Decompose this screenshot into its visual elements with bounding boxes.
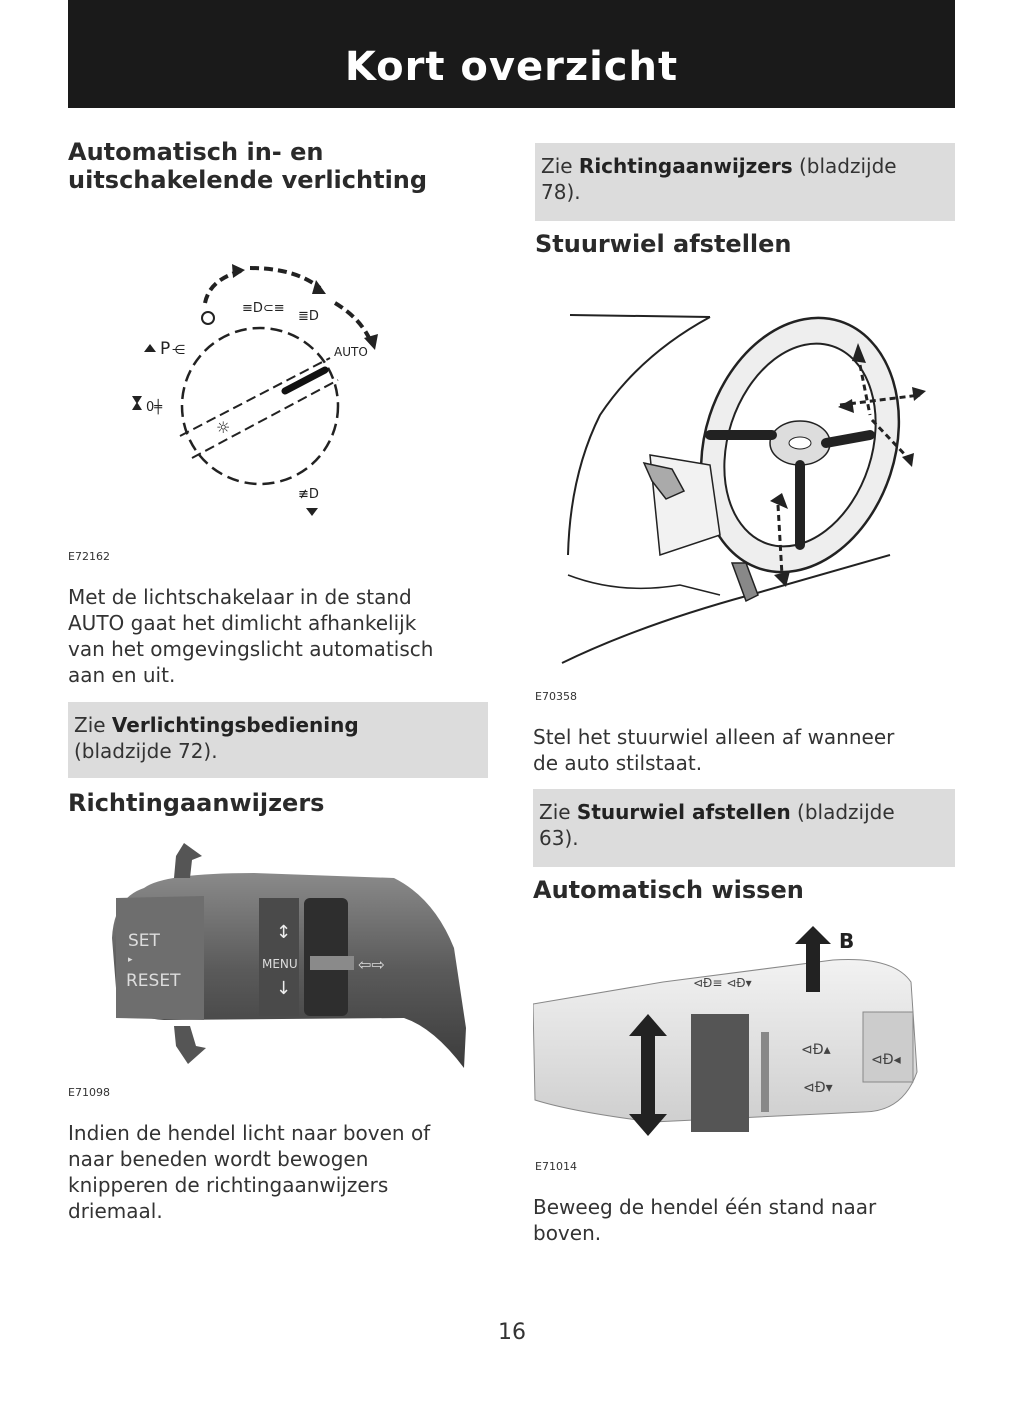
light-switch-illustration [120,258,380,523]
text-line: Met de lichtschakelaar in de stand [68,585,412,609]
ref-page: 63). [539,826,579,850]
ref-link-lighting-controls[interactable]: Verlichtingsbediening [111,713,359,737]
set-label: SET [128,931,160,951]
section-title-auto-lighting [68,138,427,194]
reference-box-steering-wheel [533,789,955,867]
steering-wheel-illustration [560,295,930,670]
text-line: de auto stilstaat. [533,751,703,775]
text-line: Stel het stuurwiel alleen af wanneer [533,725,895,749]
section-title-direction-indicators: Richtingaanwijzers [68,789,325,817]
page-header [68,0,955,108]
svg-text:☼: ☼ [216,418,231,437]
text-line: boven. [533,1221,602,1245]
ref-suffix: (bladzijde [790,800,895,824]
ref-page: (bladzijde 72). [74,739,218,763]
svg-text:≣D: ≣D [298,309,319,324]
figure-code: E71014 [535,1160,577,1173]
ref-prefix: Zie [539,800,577,824]
steering-wheel-description [533,724,894,776]
text-line: aan en uit. [68,663,176,687]
text-line: van het omgevingslicht automatisch [68,637,434,661]
auto-position-label: AUTO [334,345,368,359]
section-title-auto-wipe: Automatisch wissen [533,876,804,904]
svg-text:⋲: ⋲ [172,343,185,358]
wiper-stalk-illustration [533,922,923,1142]
text-line: knipperen de richtingaanwijzers [68,1173,389,1197]
ref-page: 78). [541,180,581,204]
svg-text:⊲Ɖ▴: ⊲Ɖ▴ [801,1042,831,1058]
page-title: Kort overzicht [344,44,679,90]
direction-indicator-description [68,1120,430,1224]
text-line: AUTO gaat het dimlicht afhankelijk [68,611,417,635]
ref-prefix: Zie [74,713,112,737]
svg-text:⊲Ɖ≡ ⊲Ɖ▾: ⊲Ɖ≡ ⊲Ɖ▾ [693,976,752,990]
menu-label: MENU [262,957,298,971]
svg-text:⇦⇨: ⇦⇨ [358,955,385,974]
svg-text:⊲Ɖ◂: ⊲Ɖ◂ [871,1052,901,1068]
figure-code: E71098 [68,1086,110,1099]
text-line: Beweeg de hendel één stand naar [533,1195,877,1219]
svg-text:↕: ↕ [276,922,292,943]
parking-light-label: P [160,339,171,359]
figure-code: E70358 [535,690,577,703]
figure-code: E72162 [68,550,110,563]
svg-text:0╪: 0╪ [146,400,163,415]
position-b-label: B [839,929,855,953]
svg-text:▸: ▸ [128,955,133,965]
auto-wipe-description [533,1194,876,1246]
text-line: naar beneden wordt bewogen [68,1147,369,1171]
auto-lighting-description [68,584,433,688]
svg-text:⊲Ɖ▾: ⊲Ɖ▾ [803,1080,833,1096]
section-title-steering-wheel: Stuurwiel afstellen [535,230,792,258]
svg-text:↓: ↓ [276,978,292,999]
section-title-line: uitschakelende verlichting [68,166,428,194]
reference-box-lighting [68,702,488,778]
reset-label: RESET [126,971,181,991]
ref-link-steering-wheel[interactable]: Stuurwiel afstellen [576,800,791,824]
section-title-line: Automatisch in- en [68,138,324,166]
svg-text:≢D: ≢D [298,487,319,502]
stalk-control-illustration [104,838,476,1078]
ref-suffix: (bladzijde [792,154,897,178]
ref-link-direction-indicators[interactable]: Richtingaanwijzers [578,154,793,178]
svg-text:≡D⊂≡: ≡D⊂≡ [242,301,285,316]
reference-box-direction-indicators [535,143,955,221]
page-number: 16 [498,1320,526,1345]
text-line: Indien de hendel licht naar boven of [68,1121,431,1145]
ref-prefix: Zie [541,154,579,178]
text-line: driemaal. [68,1199,163,1223]
